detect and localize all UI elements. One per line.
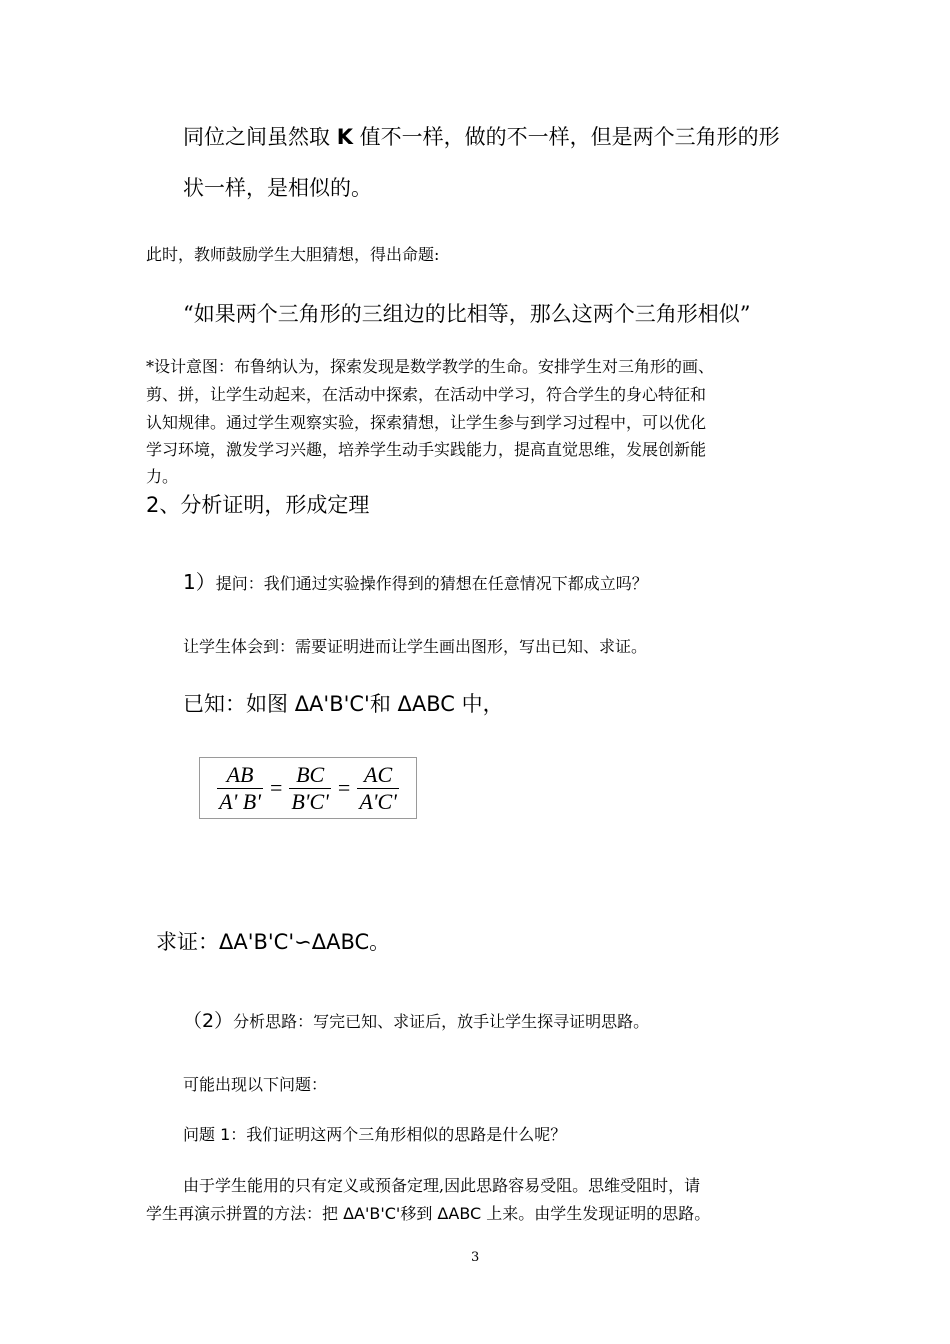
page-number: 3 (471, 1250, 480, 1265)
equals-sign: = (337, 775, 351, 800)
paragraph-line: 状一样，是相似的。 (183, 176, 372, 200)
paragraph-line: 由于学生能用的只有定义或预备定理,因此思路容易受阻。思维受阻时，请 (183, 1176, 701, 1195)
design-intent-line: 学习环境，激发学习兴趣，培养学生动手实践能力，提高直觉思维，发展创新能 (146, 440, 707, 459)
equals-sign: = (269, 775, 283, 800)
triangle-label: ΔA'B'C' (294, 692, 370, 716)
section-heading: 2、分析证明，形成定理 (146, 493, 370, 517)
given-statement: 已知：如图 ΔA'B'C'和 ΔABC 中， (183, 692, 504, 716)
triangle-label: ΔABC (397, 692, 455, 716)
question-1: 1）提问：我们通过实验操作得到的猜想在任意情况下都成立吗？ (183, 570, 648, 594)
design-intent-line: 认知规律。通过学生观察实验，探索猜想，让学生参与到学习过程中，可以优化 (146, 413, 707, 432)
triangle-label: ΔABC (437, 1204, 482, 1223)
design-intent-line: *设计意图：布鲁纳认为，探索发现是数学教学的生命。安排学生对三角形的画、 (146, 357, 715, 376)
ratio-formula (199, 757, 417, 819)
question-2: （2）分析思路：写完已知、求证后，放手让学生探寻证明思路。 (183, 1010, 650, 1032)
proposition-quote: “如果两个三角形的三组边的比相等，那么这两个三角形相似” (183, 302, 751, 326)
paragraph-line: 此时，教师鼓励学生大胆猜想，得出命题: (146, 245, 440, 264)
triangle-label: ΔA'B'C' (343, 1204, 401, 1223)
design-intent-line: 力。 (146, 467, 179, 486)
similarity-statement: ΔA'B'C'∽ΔABC (219, 930, 370, 954)
paragraph-line: 让学生体会到：需要证明进而让学生画出图形，写出已知、求证。 (183, 637, 648, 656)
variable-k: K (336, 125, 353, 149)
design-intent-line: 剪、拼，让学生动起来，在活动中探索，在活动中学习，符合学生的身心特征和 (146, 385, 707, 404)
paragraph-line: 同位之间虽然取 K 值不一样，做的不一样，但是两个三角形的形 (183, 125, 780, 149)
fraction-ac: $\frac{AC}{A'C'}$ (359, 761, 397, 814)
issue-1: 问题 1：我们证明这两个三角形相似的思路是什么呢？ (183, 1125, 567, 1144)
paragraph-line: 学生再演示拼置的方法：把 ΔA'B'C'移到 ΔABC 上来。由学生发现证明的思路。 (146, 1204, 711, 1223)
paragraph-line: 可能出现以下问题： (183, 1075, 328, 1094)
fraction-bc: $\frac{BC}{B'C'}$ (291, 761, 329, 814)
fraction-ab: $\frac{AB}{A' B'}$ (219, 761, 261, 814)
prove-statement: 求证：ΔA'B'C'∽ΔABC。 (156, 930, 391, 954)
